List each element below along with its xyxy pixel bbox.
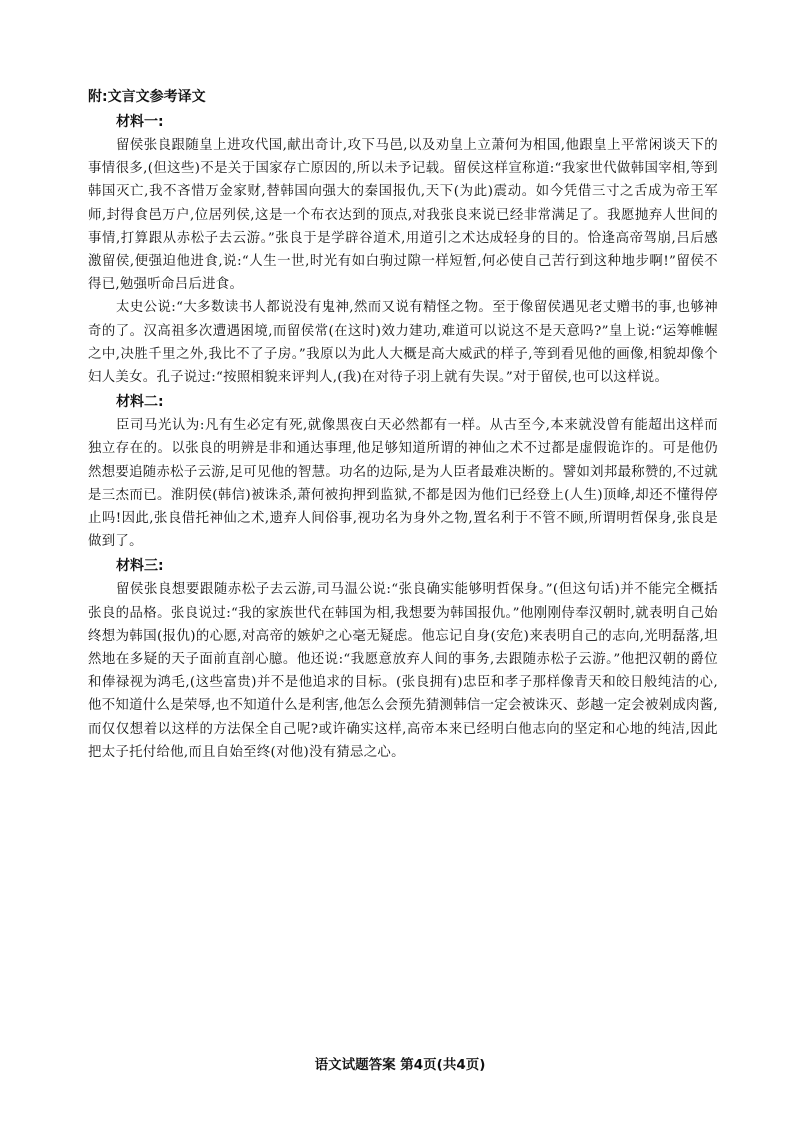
section-material-3 [88,555,718,764]
document-heading: 附:文言文参考译文 [88,89,206,105]
paragraph: 留侯张良想要跟随赤松子去云游,司马温公说:“张良确实能够明哲保身。”(但这句话)并不能完全概括张良的品格。张良说过:“我的家族世代在韩国为相,我想要为韩国报仇。”他刚刚侍奉汉朝时,就表明自己始终想为韩国(报仇)的心愿,对高帝的嫉妒之心毫无疑虑。他忘记自身(安危)来表明自己的志向,光明磊落,坦然地在多疑的天子面前直剖心臆。他还说:“我愿意放弃人间的事务,去跟随赤松子云游。”他把汉朝的爵位和俸禄视为鸿毛,(这些富贵)并不是他追求的目标。(张良拥有)忠臣和孝子那样像青天和皎日般纯洁的心,他不知道什么是荣辱,也不知道什么是利害,他怎么会预先猜测韩信一定会被诛灭、彭越一定会被剁成肉酱,而仅仅想着以这样的方法保全自己呢?或许确实这样,高帝本来已经明白他志向的坚定和心地的纯洁,因此把太子托付给他,而且自始至终(对他)没有猜忌之心。 [88,582,718,760]
section-material-1 [88,111,718,389]
paragraph: 太史公说:“大多数读书人都说没有鬼神,然而又说有精怪之物。至于像留侯遇见老丈赠书的事,也够神奇的了。汉高祖多次遭遇困境,而留侯常(在这时)效力建功,难道可以说这不是天意吗?”皇上说:“运筹帷幄之中,决胜千里之外,我比不了子房。”我原以为此人大概是高大威武的样子,等到看见他的画像,相貌却像个妇人美女。孔子说过:“按照相貌来评判人,(我)在对待子羽上就有失误。”对于留侯,也可以这样说。 [88,300,718,386]
paragraph: 留侯张良跟随皇上进攻代国,献出奇计,攻下马邑,以及劝皇上立萧何为相国,他跟皇上平常闲谈天下的事情很多,(但这些)不是关于国家存亡原因的,所以未予记载。留侯这样宣称道:“我家世代做韩国宰相,等到韩国灭亡,我不吝惜万金家财,替韩国向强大的秦国报仇,天下(为此)震动。如今凭借三寸之舌成为帝王军师,封得食邑万户,位居列侯,这是一个布衣达到的顶点,对我张良来说已经非常满足了。我愿抛弃人世间的事情,打算跟从赤松子去云游。”张良于是学辟谷道术,用道引之术达成轻身的目的。恰逢高帝驾崩,吕后感激留侯,便强迫他进食,说:“人生一世,时光有如白驹过隙一样短暂,何必使自己苦行到这种地步啊!”留侯不得已,勉强听命吕后进食。 [88,138,718,293]
page-footer: 语文试题答案 第4页(共4页) [314,1057,486,1073]
section-material-2 [88,391,718,553]
document-page [88,86,718,764]
section-title: 材料三: [116,558,164,575]
paragraph: 臣司马光认为:凡有生必定有死,就像黑夜白天必然都有一样。从古至今,本来就没曾有能超出这样而独立存在的。以张良的明辨是非和通达事理,他足够知道所谓的神仙之术不过都是虚假诡诈的。可是他仍然想要追随赤松子云游,足可见他的智慧。功名的边际,是为人臣者最难决断的。譬如刘邦最称赞的,不过就是三杰而已。淮阴侯(韩信)被诛杀,萧何被拘押到监狱,不都是因为他们已经登上(人生)顶峰,却还不懂得停止吗!因此,张良借托神仙之术,遗弃人间俗事,视功名为身外之物,置名利于不管不顾,所谓明哲保身,张良是做到了。 [88,418,718,550]
section-title: 材料二: [116,394,164,411]
section-title: 材料一: [116,114,164,130]
